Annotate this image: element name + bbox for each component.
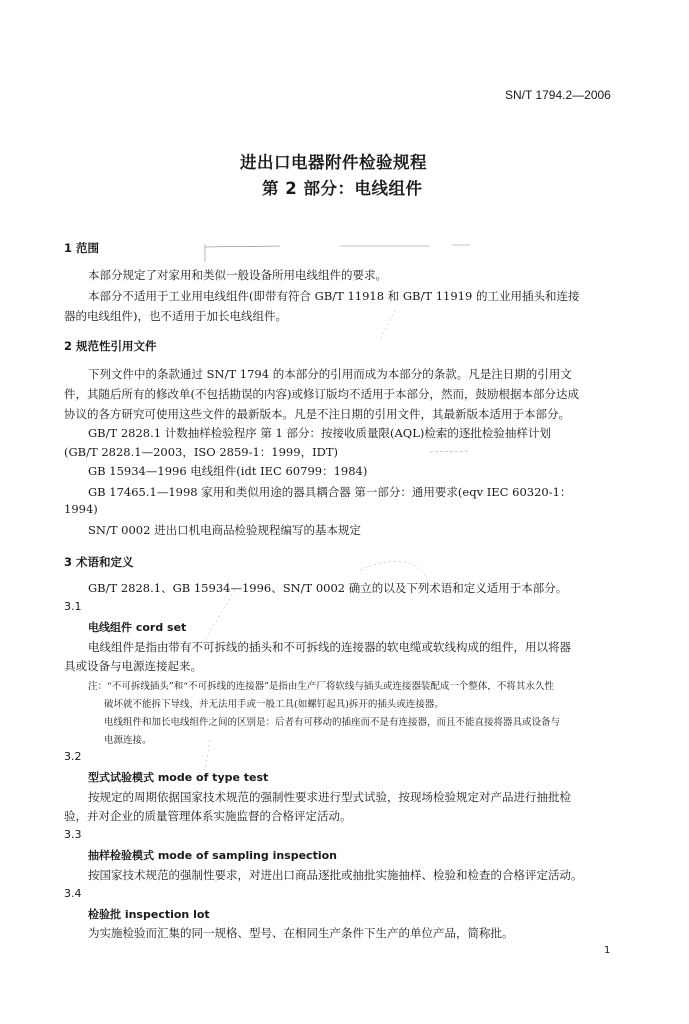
term-title: 检验批 inspection lot [88,908,210,921]
term-definition: 具或设备与电源连接起来。 [64,659,202,673]
section-heading-scope: 1 范围 [64,241,100,255]
reference-item: (GB/T 2828.1—2003，ISO 2859-1：1999，IDT) [64,445,338,459]
paragraph: 器的电线组件)，也不适用于加长电线组件。 [64,309,287,323]
term-definition: 按国家技术规范的强制性要求，对进出口商品逐批或抽批实施抽样、检验和检查的合格评定活动。 [88,868,583,882]
note: 电源连接。 [104,735,152,746]
paragraph: 协议的各方研究可使用这些文件的最新版本。凡是不注日期的引用文件，其最新版本适用于本部分。 [64,407,570,421]
reference-item: GB 15934—1996 电线组件(idt IEC 60799：1984) [88,464,368,478]
section-heading-normative-references: 2 规范性引用文件 [64,339,157,353]
reference-item: 1994) [64,502,98,516]
paragraph: 件，其随后所有的修改单(不包括勘误的内容)或修订版均不适用于本部分，然而，鼓励根据本部分达成 [64,387,579,401]
paragraph: GB/T 2828.1、GB 15934—1996、SN/T 0002 确立的以及下列术语和定义适用于本部分。 [88,581,568,595]
term-definition: 电线组件是指由带有不可拆线的插头和不可拆线的连接器的软电缆或软线构成的组件，用以将器 [88,640,571,654]
note: 电线组件和加长电线组件之间的区别是：后者有可移动的插座而不是有连接器，而且不能直接将器具或设备与 [104,717,561,728]
term-number: 3.2 [64,750,82,763]
paragraph: 下列文件中的条款通过 SN/T 1794 的本部分的引用而成为本部分的条款。凡是注日期的引用文 [88,367,572,381]
page-subtitle: 第 2 部分：电线组件 [262,179,423,198]
reference-item: GB 17465.1—1998 家用和类似用途的器具耦合器 第一部分：通用要求(eqv IEC 60320-1： [88,485,572,499]
term-title: 抽样检验模式 mode of sampling inspection [88,849,337,862]
term-number: 3.1 [64,600,82,613]
term-definition: 验，并对企业的质量管理体系实施监督的合格评定活动。 [64,809,352,823]
note: 注：“不可拆线插头”和“不可拆线的连接器”是指由生产厂将软线与插头或连接器装配成一个整体，不将其永久性 [88,681,554,692]
term-title: 电线组件 cord set [88,621,187,634]
reference-item: SN/T 0002 进出口机电商品检验规程编写的基本规定 [88,523,362,537]
page-number: 1 [604,945,611,956]
standard-number: SN/T 1794.2—2006 [505,88,611,102]
paragraph: 本部分规定了对家用和类似一般设备所用电线组件的要求。 [88,268,387,282]
page-title: 进出口电器附件检验规程 [240,153,427,172]
term-definition: 按规定的周期依据国家技术规范的强制性要求进行型式试验，按现场检验规定对产品进行抽批检 [88,790,571,804]
term-definition: 为实施检验而汇集的同一规格、型号、在相同生产条件下生产的单位产品，简称批。 [88,926,514,940]
term-number: 3.4 [64,887,82,900]
term-title: 型式试验模式 mode of type test [88,771,269,784]
paragraph: 本部分不适用于工业用电线组件(即带有符合 GB/T 11918 和 GB/T 11919 的工业用插头和连接 [88,289,580,303]
reference-item: GB/T 2828.1 计数抽样检验程序 第 1 部分：按接收质量限(AQL)检索的逐批检验抽样计划 [88,426,551,440]
term-number: 3.3 [64,828,82,841]
section-heading-terms: 3 术语和定义 [64,555,134,569]
note: 破坏就不能拆下导线，并无法用手或一般工具(如螺钉起具)拆开的插头或连接器。 [104,699,444,710]
